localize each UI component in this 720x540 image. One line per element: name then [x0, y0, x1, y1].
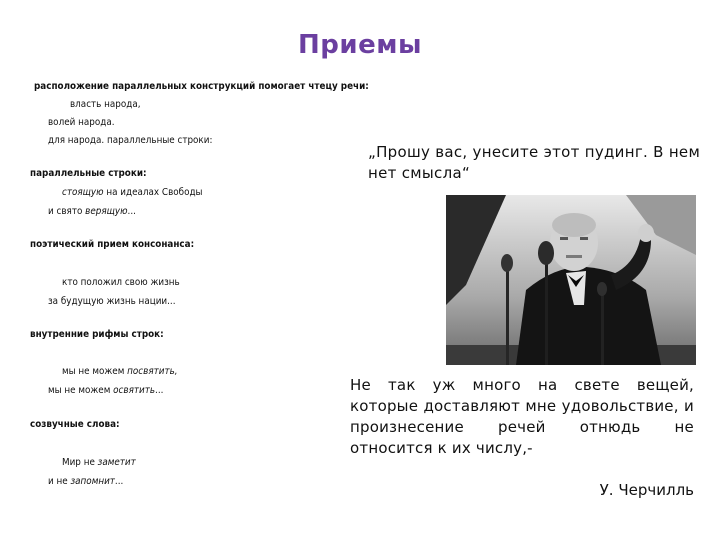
list-item: и не запомнит...: [48, 476, 124, 487]
list-item: мы не можем посвятить,: [62, 366, 178, 377]
speaker-at-microphone-image: [446, 195, 696, 365]
churchill-quote-paragraph: Не так уж много на свете вещей, которые доставляют мне удовольствие, и произнесение речей отнюдь не относится к их числу,-: [350, 376, 694, 457]
signature: У. Черчилль: [599, 481, 694, 499]
page-title: Приемы: [298, 30, 422, 60]
list-item: стоящую на идеалах Свободы: [62, 187, 203, 198]
list-item: кто положил свою жизнь: [62, 277, 180, 288]
section-heading: параллельные строки:: [30, 168, 147, 179]
section-heading: созвучные слова:: [30, 419, 120, 430]
quote-text: „Прошу вас, унесите этот пудинг. В нем нет смысла“: [368, 143, 701, 182]
section-heading: поэтический прием консонанса:: [30, 239, 195, 250]
list-item: для народа. параллельные строки:: [48, 135, 213, 146]
section-heading: внутренние рифмы строк:: [30, 329, 164, 340]
list-item: за будущую жизнь нации...: [48, 296, 176, 307]
list-item: Мир не заметит: [62, 457, 136, 468]
list-item: власть народа,: [70, 99, 141, 110]
churchill-photo: [446, 195, 696, 365]
list-item: волей народа.: [48, 117, 115, 128]
list-item: мы не можем освятить...: [48, 385, 164, 396]
list-item: и свято верящую...: [48, 206, 136, 217]
intro-line: расположение параллельных конструкций помогает чтецу речи:: [34, 81, 369, 92]
